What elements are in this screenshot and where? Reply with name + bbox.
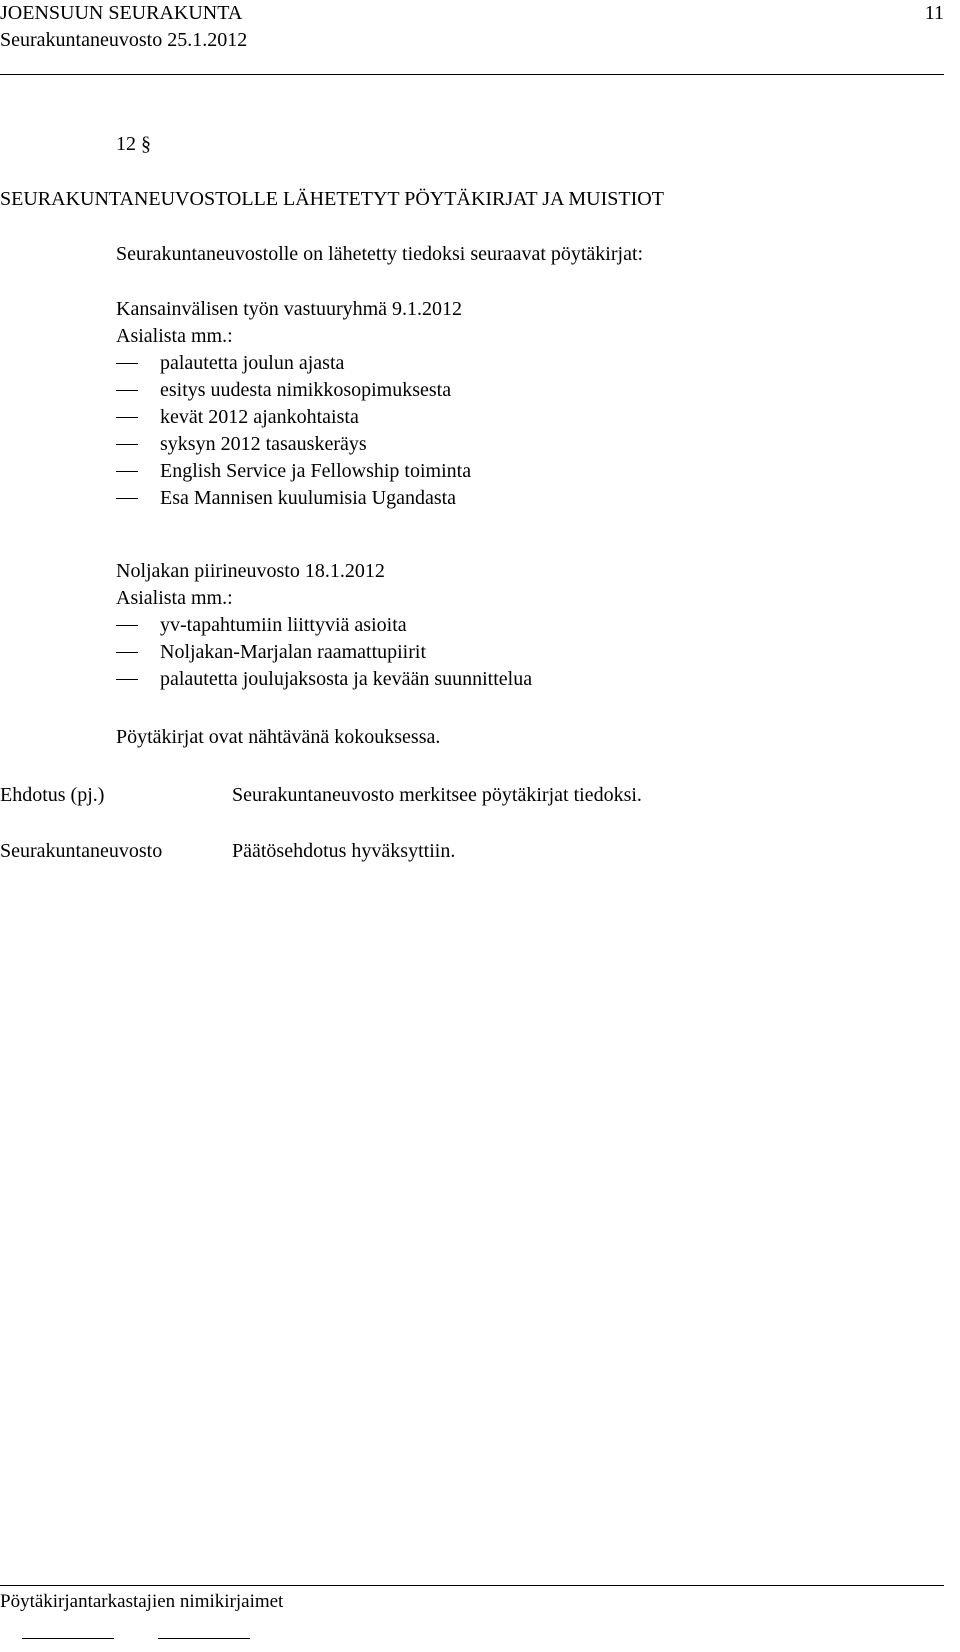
section-title: SEURAKUNTANEUVOSTOLLE LÄHETETYT PÖYTÄKIRJAT JA MUISTIOT [0,188,664,210]
page-number: 11 [924,2,944,24]
dash-bullet [116,625,138,626]
organization-name: JOENSUUN SEURAKUNTA [0,2,243,24]
list-item-text: palautetta joulun ajasta [160,352,345,374]
dash-bullet [116,390,138,391]
group-title: Noljakan piirineuvosto 18.1.2012 [116,560,385,582]
list-item [116,458,471,485]
section-number: 12 § [116,133,151,155]
signatures-label: Pöytäkirjantarkastajien nimikirjaimet [0,1591,284,1612]
agenda-label: Asialista mm.: [116,587,233,609]
decision-label: Seurakuntaneuvosto [0,840,163,862]
dash-bullet [116,444,138,445]
dash-bullet [116,417,138,418]
agenda-list [116,350,471,512]
list-item-text: kevät 2012 ajankohtaista [160,406,359,428]
group-title: Kansainvälisen työn vastuuryhmä 9.1.2012 [116,298,463,320]
list-item-text: yv-tapahtumiin liittyviä asioita [160,614,407,636]
dash-bullet [116,498,138,499]
list-item [116,431,471,458]
list-item [116,485,471,512]
dash-bullet [116,471,138,472]
list-item-text: esitys uudesta nimikkosopimuksesta [160,379,452,401]
list-item-text: syksyn 2012 tasauskeräys [160,433,367,455]
list-item-text: palautetta joulujaksosta ja kevään suunnittelua [160,668,533,690]
list-item [116,639,532,666]
list-item [116,612,532,639]
list-item-text: English Service ja Fellowship toiminta [160,460,472,482]
section-intro: Seurakuntaneuvostolle on lähetetty tiedoksi seuraavat pöytäkirjat: [116,243,644,265]
agenda-label: Asialista mm.: [116,325,233,347]
list-item [116,377,471,404]
proposal-label: Ehdotus (pj.) [0,784,105,806]
dash-bullet [116,679,138,680]
header-divider [0,74,944,75]
decision-text: Päätösehdotus hyväksyttiin. [232,840,456,862]
list-item [116,404,471,431]
list-item-text: Noljakan-Marjalan raamattupiirit [160,641,427,663]
availability-note: Pöytäkirjat ovat nähtävänä kokouksessa. [116,726,441,748]
signature-line [158,1638,250,1639]
signature-line [22,1638,114,1639]
list-item [116,666,532,693]
proposal-text: Seurakuntaneuvosto merkitsee pöytäkirjat tiedoksi. [232,784,642,806]
dash-bullet [116,363,138,364]
agenda-list [116,612,532,693]
footer-divider [0,1585,944,1586]
list-item [116,350,471,377]
dash-bullet [116,652,138,653]
list-item-text: Esa Mannisen kuulumisia Ugandasta [160,487,457,509]
meeting-date: Seurakuntaneuvosto 25.1.2012 [0,29,248,51]
